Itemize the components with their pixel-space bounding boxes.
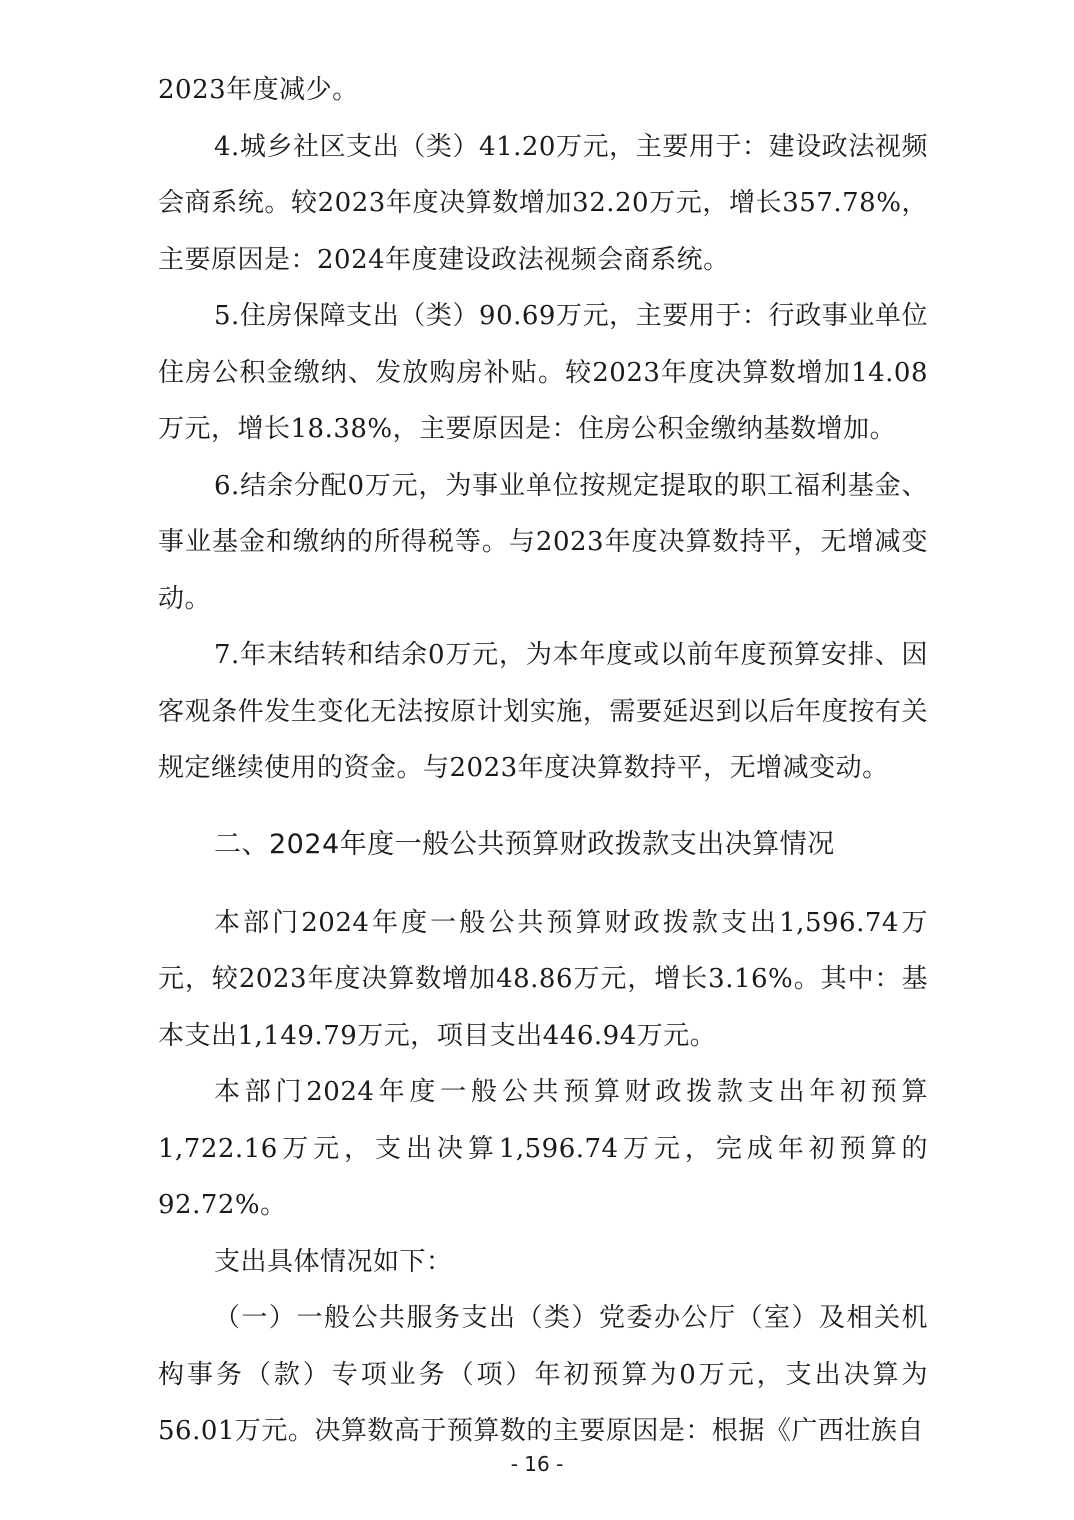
paragraph-budget-completion: 本部门2024年度一般公共预算财政拨款支出年初预算1,722.16万元，支出决算1,596.74万元，完成年初预算的92.72%。	[158, 1077, 928, 1220]
paragraph-housing-expenditure: 5.住房保障支出（类）90.69万元，主要用于：行政事业单位住房公积金缴纳、发放购房补贴。较2023年度决算数增加14.08万元，增长18.38%，主要原因是：住房公积金缴纳基数增加。	[158, 301, 928, 444]
paragraph-community-expenditure: 4.城乡社区支出（类）41.20万元，主要用于：建设政法视频会商系统。较2023年度决算数增加32.20万元，增长357.78%，主要原因是：2024年度建设政法视频会商系统。	[158, 131, 928, 275]
paragraph-details-intro: 支出具体情况如下：	[214, 1246, 453, 1277]
paragraph-surplus-distribution: 6.结余分配0万元，为事业单位按规定提取的职工福利基金、事业基金和缴纳的所得税等。与2023年度决算数持平，无增减变动。	[158, 470, 928, 614]
paragraph-total-expenditure: 本部门2024年度一般公共预算财政拨款支出1,596.74万元，较2023年度决算数增加48.86万元，增长3.16%。其中：基本支出1,149.79万元，项目支出446.94万元。	[158, 907, 928, 1051]
paragraph-year-end-balance: 7.年末结转和结余0万元，为本年度或以前年度预算安排、因客观条件发生变化无法按原计划实施，需要延迟到以后年度按有关规定继续使用的资金。与2023年度决算数持平，无增减变动。	[158, 640, 928, 783]
paragraph-general-public-services: （一）一般公共服务支出（类）党委办公厅（室）及相关机构事务（款）专项业务（项）年初预算为0万元，支出决算为56.01万元。决算数高于预算数的主要原因是：根据《广西壮族自	[158, 1303, 928, 1446]
paragraph-continuation: 2023年度减少。	[158, 75, 359, 105]
section-heading: 二、2024年度一般公共预算财政拨款支出决算情况	[214, 828, 835, 860]
document-page	[158, 62, 928, 1460]
page-number: - 16 -	[510, 1452, 564, 1476]
